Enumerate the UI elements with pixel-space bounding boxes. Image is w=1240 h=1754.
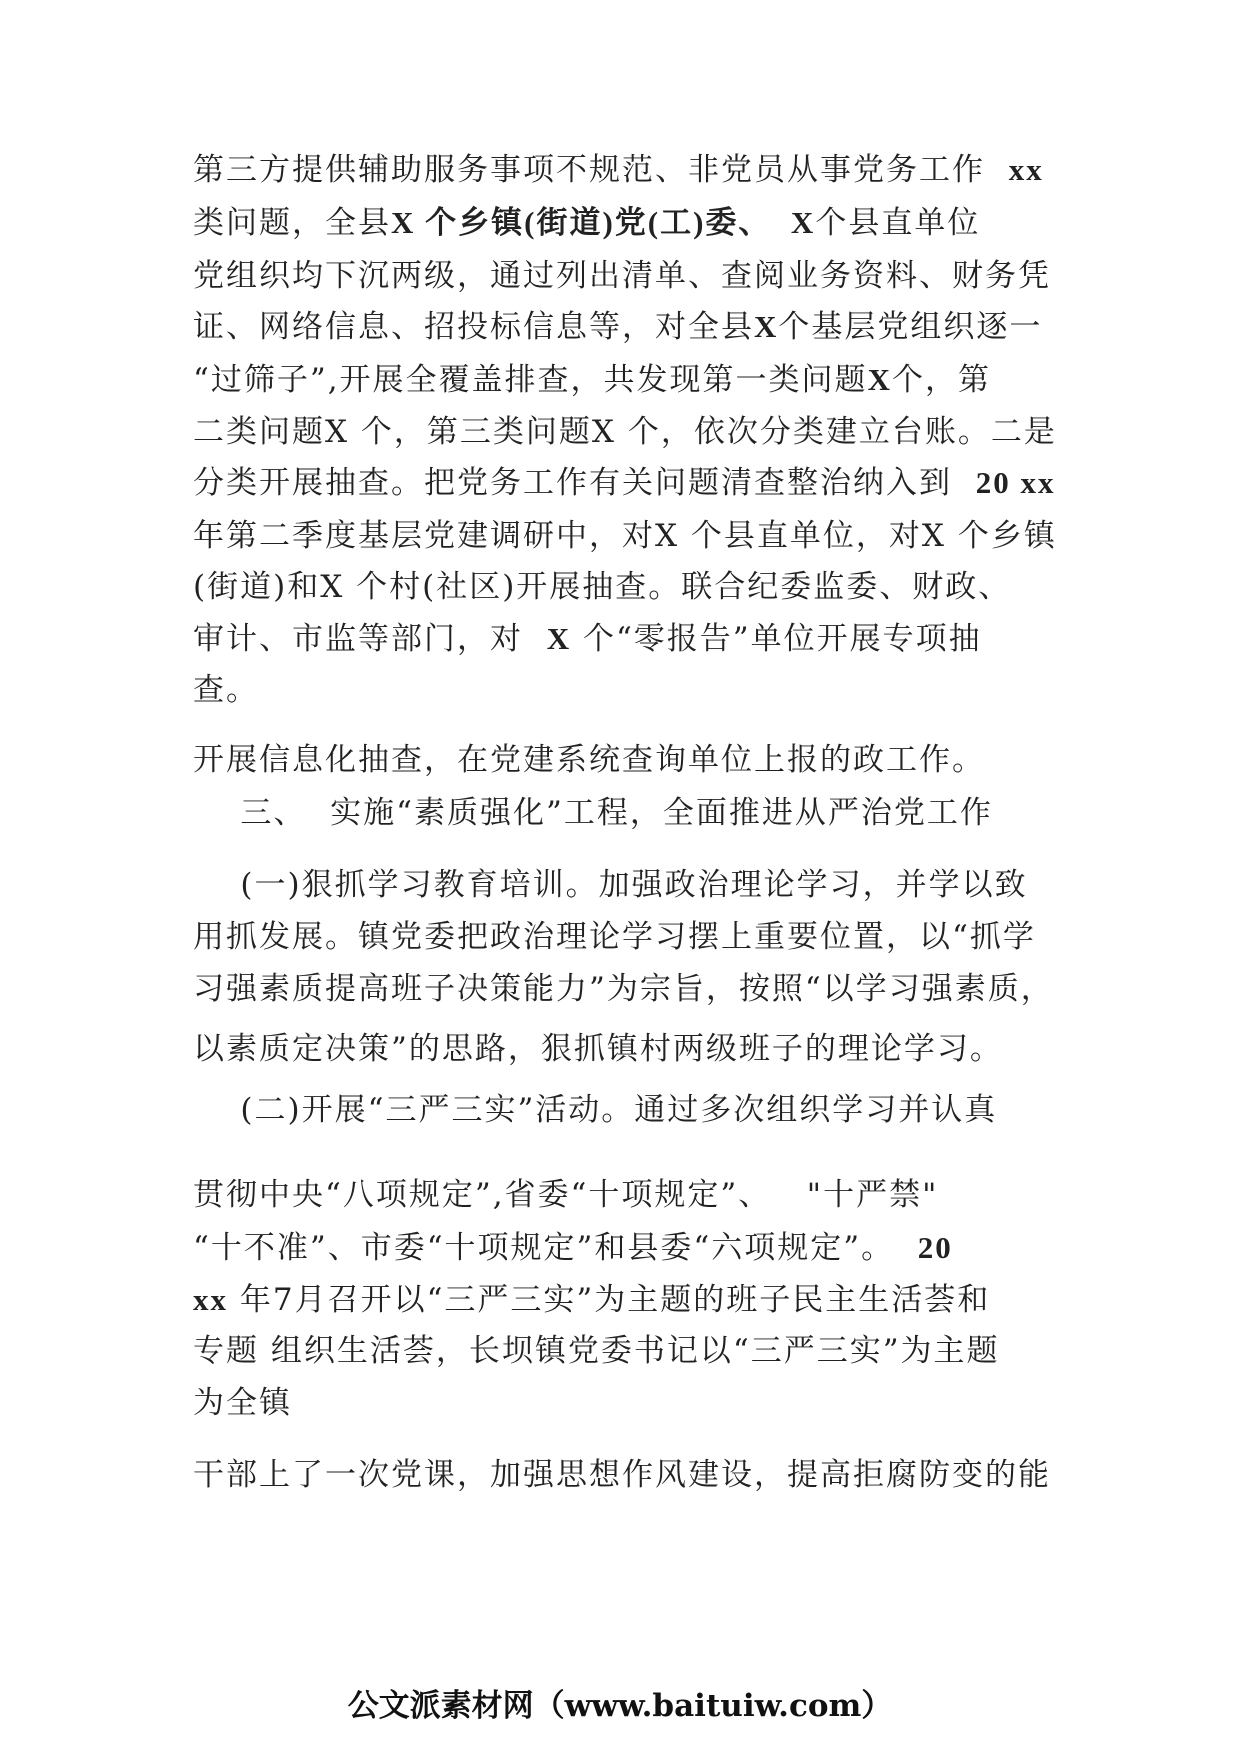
text-line: 贯彻中央“八项规定”,省委“十项规定”、 "十严禁" xyxy=(193,1177,939,1213)
text-line: 开展信息化抽查，在党建系统查询单位上报的政工作。 xyxy=(193,742,985,778)
text-line: (二)开展“三严三实”活动。通过多次组织学习并认真 xyxy=(193,1092,998,1128)
text-line: “十不准”、市委“十项规定”和县委“六项规定”。 20 xyxy=(193,1230,953,1266)
text-line: 习强素质提高班子决策能力”为宗旨，按照“以学习强素质， xyxy=(193,971,1054,1007)
text-line: 第三方提供辅助服务事项不规范、非党员从事党务工作 xx xyxy=(193,152,1044,188)
text-line: 审计、市监等部门，对 X 个“零报告”单位开展专项抽 xyxy=(193,621,982,657)
text-line: 年第二季度基层党建调研中，对X 个县直单位，对X 个乡镇 xyxy=(193,518,1057,554)
text-line: “过筛子”,开展全覆盖排查，共发现第一类问题X个，第 xyxy=(193,362,991,398)
text-line: 二类问题X 个，第三类问题X 个，依次分类建立台账。二是 xyxy=(193,414,1057,450)
text-line: 以素质定决策”的思路，狠抓镇村两级班子的理论学习。 xyxy=(193,1031,1003,1067)
text-line: 专题 组织生活荟，长坝镇党委书记以“三严三实”为主题 xyxy=(193,1333,1000,1369)
text-line: (街道)和X 个村(社区)开展抽查。联合纪委监委、财政、 xyxy=(193,569,1012,605)
text-line: 分类开展抽查。把党务工作有关问题清查整治纳入到 20 xx xyxy=(193,465,1056,501)
text-line: 证、网络信息、招投标信息等，对全县X个基层党组织逐一 xyxy=(193,309,1043,345)
section-heading: 三、 实施“素质强化”工程，全面推进从严治党工作 xyxy=(193,795,993,831)
footer-watermark: 公文派素材网（www.baituiw.com） xyxy=(347,1688,893,1724)
text-line: 类问题，全县X 个乡镇(街道)党(工)委、 X个县直单位 xyxy=(193,205,981,241)
text-line: xx 年7月召开以“三严三实”为主题的班子民主生活荟和 xyxy=(193,1282,991,1318)
text-line: 查。 xyxy=(193,672,259,708)
text-line: 党组织均下沉两级，通过列出清单、查阅业务资料、财务凭 xyxy=(193,258,1051,294)
text-line: 干部上了一次党课，加强思想作风建设，提高拒腐防变的能 xyxy=(193,1457,1051,1493)
text-line: (一)狠抓学习教育培训。加强政治理论学习，并学以致 xyxy=(193,867,1028,903)
text-line: 用抓发展。镇党委把政治理论学习摆上重要位置，以“抓学 xyxy=(193,919,1036,955)
text-line: 为全镇 xyxy=(193,1385,292,1421)
